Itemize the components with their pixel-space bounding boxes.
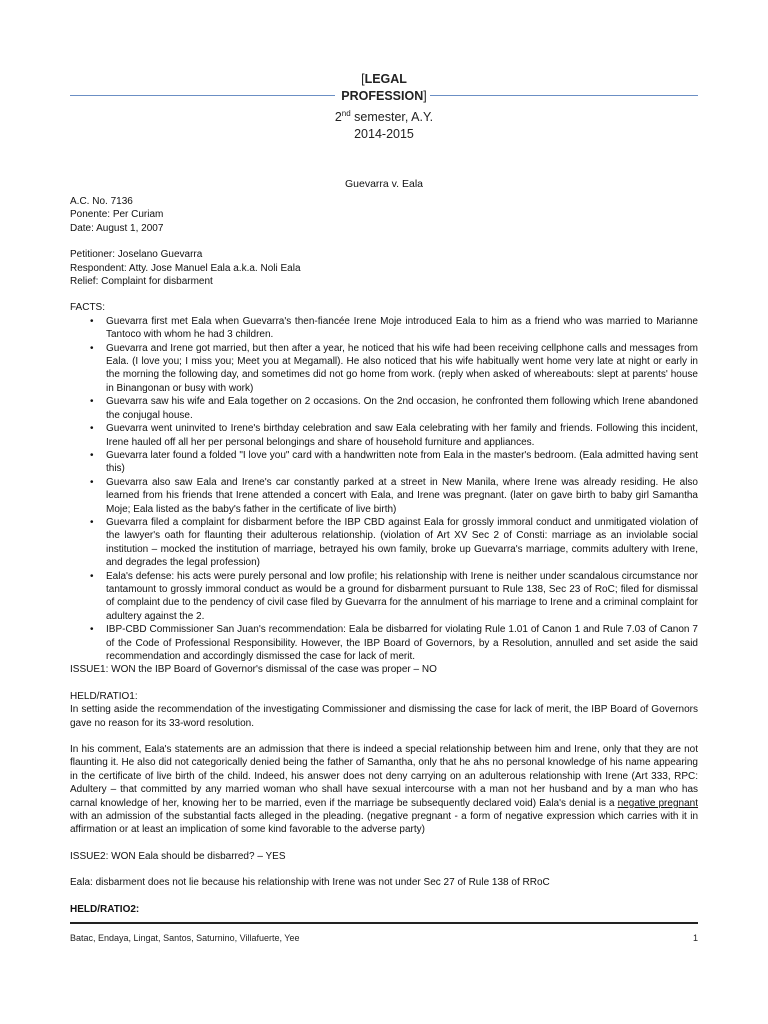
issue-2: ISSUE2: WON Eala should be disbarred? – YES — [70, 850, 286, 862]
page-number: 1 — [692, 933, 698, 943]
ponente: Ponente: Per Curiam — [70, 209, 164, 221]
facts-list-item: • IBP-CBD Commissioner San Juan's recommendation: Eala be disbarred for violating Rule 1.01 of Canon 1 and Rule 7.03 of Canon 7 of the Code of Professional Responsibility. However, the IBP Board of Governors, by a Resolution, annulled and set aside the said recommendation and accordingly dismissed the case for lack of merit. — [70, 623, 698, 663]
negative-pregnant-term: negative pregnant — [617, 797, 698, 809]
facts-list-item: • Guevarra and Irene got married, but then after a year, he noticed that his wife had been receiving cellphone calls and messages from Eala. (I love you; I miss you; Meet you at Megamall). He also noticed that his wife habitually went home very late at night or early in the morning the following day, and sometimes did not go home from work. (reply when asked of whereabouts: slept at parents' house in Binangonan or busy with work) — [70, 342, 698, 396]
relief: Relief: Complaint for disbarment — [70, 276, 213, 288]
held-ratio-1-heading: HELD/RATIO1: — [70, 690, 138, 702]
facts-list-item: • Guevarra saw his wife and Eala together on 2 occasions. On the 2nd occasion, he confronted them following which Irene abandoned the conjugal house. — [70, 395, 698, 422]
course-title-profession: PROFESSION — [341, 89, 424, 103]
course-title-legal: LEGAL — [364, 72, 407, 86]
facts-list-item: • Guevarra went uninvited to Irene's birthday celebration and saw Eala celebrating with her family and friends. Following this incident, Irene hauled off all her per personal belongings and share of household furniture and appliances. — [70, 422, 698, 449]
held-ratio-2-heading: HELD/RATIO2: — [70, 903, 140, 915]
course-header — [300, 71, 468, 143]
semester-label: 2nd semester, A.Y. — [334, 109, 434, 125]
facts-list-item: • Guevarra filed a complaint for disbarment before the IBP CBD against Eala for grossly immoral conduct and unmitigated violation of the lawyer's oath for flaunting their adulterous relationship. (violation of Art XV Sec 2 of Consti: marriage as an inviolable social institution – mocked the institution of marriage, betrayed his own family, broke up Guevarra's marriage, commits adultery with Irene, and degrades the legal profession) — [70, 516, 698, 570]
decision-date: Date: August 1, 2007 — [70, 222, 164, 234]
held-ratio-1-paragraph-2: In his comment, Eala's statements are an admission that there is indeed a special relationship between him and Irene, only that they are not flaunting it. He also did not categorically denied being the father of Samantha, only that he ahs no personal knowledge of his name appearing in the certificate of live birth of the child. Indeed, his answer does not deny carrying on an adulterous relationship with Irene (Art 333, RPC: Adultery – that committed by any married woman who shall have sexual intercourse with a man not her husband and by a man who has carnal knowledge of her, knowing her to be married, even if the marriage be subsequently declared void) Eala's denial is a negative pregnant with an admission of the substantial facts alleged in the pleading. (negative pregnant - a form of negative expression which carries with it in affirmation or at least an implication of some kind favorable to the adverse party) — [70, 744, 698, 836]
academic-year: 2014-2015 — [354, 127, 414, 142]
document-body — [70, 195, 698, 916]
issue-1: ISSUE1: WON the IBP Board of Governor's dismissal of the case was proper – NO — [70, 664, 437, 676]
facts-list-item: • Eala's defense: his acts were purely personal and low profile; his relationship with Irene is neither under scandalous circumstance nor tantamount to grossly immoral conduct as would be a ground for disbarment pursuant to Rule 138, Sec 23 of RoC; filed for dismissal of complaint due to the pendency of civil case filed by Guevarra for the annulment of his marriage to Irene and a criminal complaint for adultery against the 2. — [70, 570, 698, 624]
facts-list-item: • Guevarra also saw Eala and Irene's car constantly parked at a street in New Manila, where Irene was already residing. He also learned from his friends that Irene attended a concert with Eala, and Irene was pregnant. (later on gave birth to baby girl Samantha Moje; Eala listed as the baby's father in the certificate of live birth) — [70, 476, 698, 516]
facts-list-item: • Guevarra later found a folded "I love you" card with a handwritten note from Eala in the master's bedroom. (Eala admitted having sent this) — [70, 449, 698, 476]
case-title: Guevarra v. Eala — [344, 178, 423, 190]
header-rule-left — [70, 95, 335, 96]
facts-heading: FACTS: — [70, 302, 106, 314]
course-title-line1: [LEGAL — [361, 72, 407, 86]
respondent: Respondent: Atty. Jose Manuel Eala a.k.a. Noli Eala — [70, 262, 301, 274]
footer-authors: Batac, Endaya, Lingat, Santos, Saturnino, Villafuerte, Yee — [70, 933, 300, 943]
facts-list — [70, 315, 698, 664]
petitioner: Petitioner: Joselano Guevarra — [70, 249, 203, 261]
footer-rule — [70, 922, 698, 924]
held-ratio-1-paragraph-1: In setting aside the recommendation of the investigating Commissioner and dismissing the case for lack of merit, the IBP Board of Governors gave no reason for its 33-word resolution. — [70, 704, 698, 729]
case-number: A.C. No. 7136 — [70, 196, 133, 207]
page-footer — [70, 933, 698, 943]
header-rule-right — [430, 95, 698, 96]
course-title-line2: PROFESSION] — [341, 89, 427, 103]
eala-argument: Eala: disbarment does not lie because his relationship with Irene was not under Sec 27 of Rule 138 of RRoC — [70, 877, 550, 889]
facts-list-item: • Guevarra first met Eala when Guevarra's then-fiancée Irene Moje introduced Eala to him as a friend who was married to Marianne Tantoco with whom he had 3 children. — [70, 315, 698, 342]
